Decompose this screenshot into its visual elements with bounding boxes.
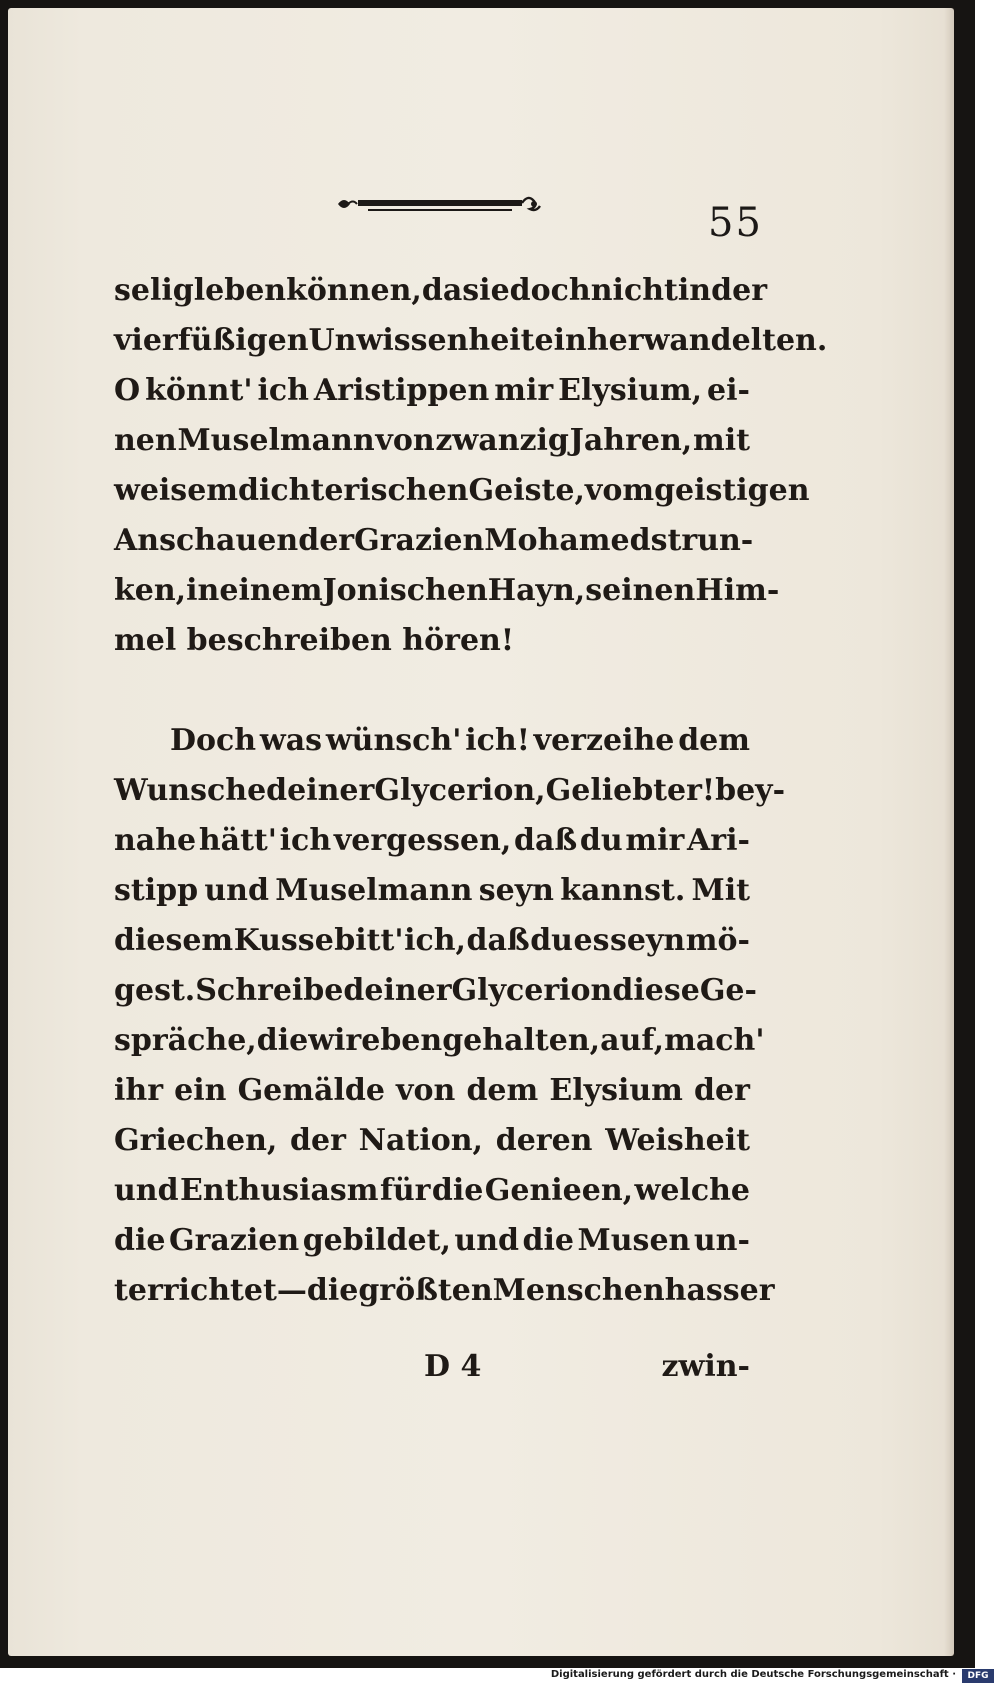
text-line: Wunsche deiner Glycerion, Geliebter! bey- [114, 773, 786, 808]
text-line: weisem dichterischen Geiste, vom geistigen [114, 473, 810, 508]
text-line: vierfüßigen Unwissenheit einher wandelten. [114, 323, 828, 358]
text-line: terrichtet — die größten Menschenhasser [114, 1273, 775, 1308]
text-line: O könnt' ich Aristippen mir Elysium, ei- [114, 373, 750, 408]
text-line: Anschauen der Grazien Mohameds trun- [114, 523, 754, 558]
text-line: gest. Schreibe deiner Glycerion diese Ge- [114, 973, 757, 1008]
text-line: die Grazien gebildet, und die Musen un- [114, 1223, 750, 1258]
text-line: spräche, die wir eben gehalten, auf, mach' [114, 1023, 765, 1058]
paragraph-gap [114, 666, 750, 716]
body-text [114, 266, 828, 1316]
text-line: stipp und Muselmann seyn kannst. Mit [114, 873, 750, 908]
page-edge-shadow [944, 8, 954, 1656]
signature-mark: D 4 [424, 1349, 482, 1384]
text-line: Griechen, der Nation, deren Weisheit [114, 1123, 750, 1158]
digitization-credit: Digitalisierung gefördert durch die Deutsche Forschungsgemeinschaft · [550, 1669, 956, 1680]
text-line: nahe hätt' ich vergessen, daß du mir Ari- [114, 823, 750, 858]
ornamental-rule-icon [334, 192, 546, 218]
text-line: diesem Kusse bitt' ich, daß du es seyn mö- [114, 923, 750, 958]
text-line: mel beschreiben hören! [114, 623, 515, 658]
page-footer [114, 1342, 750, 1392]
text-line: nen Muselmann von zwanzig Jahren, mit [114, 423, 750, 458]
text-line: Doch was wünsch' ich! verzeihe dem [170, 723, 750, 758]
text-line: ken, in einem Jonischen Hayn, seinen Him- [114, 573, 780, 608]
text-line: ihr ein Gemälde von dem Elysium der [114, 1073, 750, 1108]
page-number: 55 [708, 200, 763, 246]
dfg-logo-icon: DFG [962, 1669, 994, 1683]
text-line: selig leben können, da sie doch nicht in der [114, 273, 767, 308]
text-line: und Enthusiasm für die Genieen, welche [114, 1173, 750, 1208]
catchword: zwin- [661, 1349, 750, 1384]
